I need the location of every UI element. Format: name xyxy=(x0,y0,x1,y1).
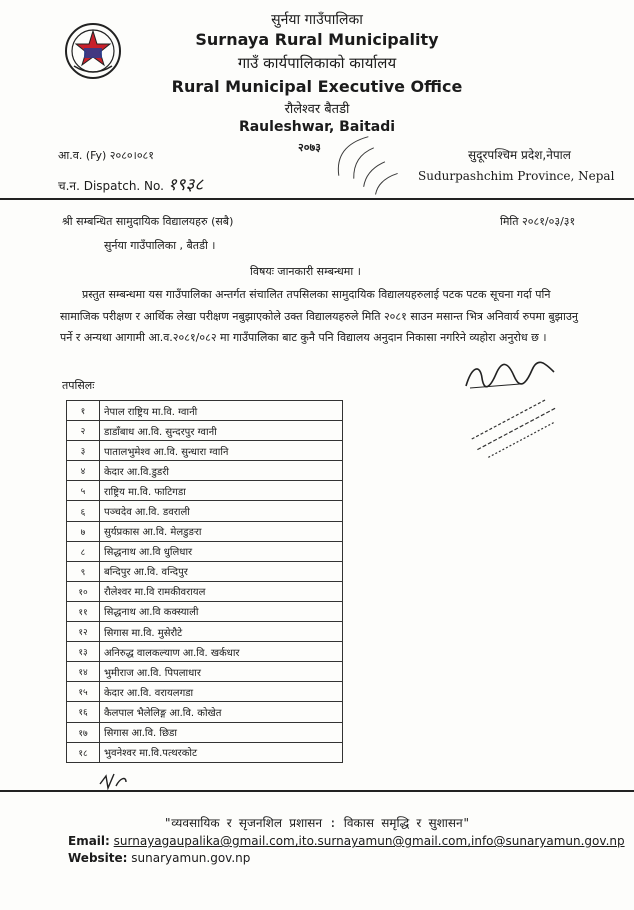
school-serial: ७ xyxy=(67,521,100,541)
table-row xyxy=(67,541,343,561)
table-row xyxy=(67,421,343,441)
school-name: राष्ट्रिय मा.वि. फाटिगडा xyxy=(100,481,343,501)
location-en: Rauleshwar, Baitadi xyxy=(238,119,396,135)
school-serial: ३ xyxy=(67,441,100,461)
fiscal-year-label: आ.व. (Fy) xyxy=(58,149,107,162)
fiscal-year-value: २०८०।०८१ xyxy=(109,149,154,162)
school-serial: ६ xyxy=(67,501,100,521)
dispatch-value: १९३८ xyxy=(167,175,204,195)
table-row xyxy=(67,441,343,461)
municipality-name-np: सुर्नया गाउँपालिका xyxy=(271,12,363,28)
province-np: सुदूरपश्चिम प्रदेश,नेपाल xyxy=(468,148,571,162)
table-row xyxy=(67,481,343,501)
school-serial: १५ xyxy=(67,682,100,702)
school-name: अनिरुद्ध वालकल्याण आ.वि. खर्कधार xyxy=(100,642,343,662)
school-serial: ५ xyxy=(67,481,100,501)
table-row xyxy=(67,601,343,621)
table-row xyxy=(67,642,343,662)
letter-subject: विषयः जानकारी सम्बन्धमा । xyxy=(250,265,361,278)
email-links[interactable]: surnayagaupalika@gmail.com,ito.surnayamun@gmail.com,info@sunaryamun.gov.np xyxy=(113,834,625,848)
school-name: सिद्धनाथ आ.वि कक्स्याली xyxy=(100,601,343,621)
letter-body: प्रस्तुत सम्बन्धमा यस गाउँपालिका अन्तर्गत संचालित तपसिलका सामुदायिक विद्यालयहरुलाई पटक पटक सूचना गर्दा पनि सामाजिक परीक्षण र आर्थिक लेखा परीक्षण नबुझाएकोले उक्त विद्यालयहरुले मिति २०८१ साउन मसान्त भित्र अनिवार्य रुपमा बुझाउनु पर्ने र अन्यथा आगामी आ.व.२०८१/०८२ मा गाउँपालिका बाट कुनै पनि विद्यालय अनुदान निकासा नगरिने व्यहोरा अनुरोध छ । xyxy=(60,288,578,344)
table-row xyxy=(67,581,343,601)
school-name: पञ्चदेव आ.वि. डवराली xyxy=(100,501,343,521)
province-en: Sudurpashchim Province, Nepal xyxy=(418,169,615,183)
dispatch-label: च.न. Dispatch. No. xyxy=(58,179,164,193)
header-divider xyxy=(0,198,634,200)
school-name: केदार आ.वि.डुडरी xyxy=(100,461,343,481)
school-name: सुर्यप्रकास आ.वि. मेलडुङरा xyxy=(100,521,343,541)
school-serial: १२ xyxy=(67,622,100,642)
school-name: पातालभुमेश्व आ.वि. सुन्धारा ग्वानि xyxy=(100,441,343,461)
school-serial: ८ xyxy=(67,541,100,561)
office-name-en: Rural Municipal Executive Office xyxy=(171,77,463,96)
footer-email xyxy=(68,834,625,848)
website-link[interactable]: sunaryamun.gov.np xyxy=(131,851,251,865)
school-serial: १४ xyxy=(67,662,100,682)
footer-slogan: "व्यवसायिक र सृजनशिल प्रशासन : विकास समृद्धि र सुशासन" xyxy=(164,816,470,830)
school-name: नेपाल राष्ट्रिय मा.वि. ग्वानी xyxy=(100,401,343,421)
school-serial: १३ xyxy=(67,642,100,662)
footer-website xyxy=(68,851,250,865)
school-name: सिगास आ.वि. छिडा xyxy=(100,722,343,742)
school-name: रौलेश्वर मा.वि रामकीवरायल xyxy=(100,581,343,601)
email-label: Email: xyxy=(68,834,110,848)
recipient-line-1: श्री सम्बन्धित सामुदायिक विद्यालयहरु (सबै) xyxy=(62,215,234,228)
school-serial: ११ xyxy=(67,601,100,621)
school-name: सिगास मा.वि. मुसेरौटे xyxy=(100,622,343,642)
fiscal-year xyxy=(58,148,154,163)
table-row xyxy=(67,622,343,642)
table-row xyxy=(67,662,343,682)
table-row xyxy=(67,501,343,521)
school-name: डाडाँबाध आ.वि. सुन्दरपुर ग्वानी xyxy=(100,421,343,441)
footer-divider xyxy=(0,790,634,792)
school-name: केदार आ.वि. वरायलगडा xyxy=(100,682,343,702)
school-name: भुमीराज आ.वि. पिपलाधार xyxy=(100,662,343,682)
letter-date: मिति २०८१/०३/३१ xyxy=(500,215,576,228)
table-row xyxy=(67,521,343,541)
school-serial: १८ xyxy=(67,742,100,762)
established-year: २०७३ xyxy=(298,141,321,154)
table-row xyxy=(67,461,343,481)
school-serial: ४ xyxy=(67,461,100,481)
table-row xyxy=(67,401,343,421)
dispatch-number xyxy=(58,172,203,195)
school-serial: २ xyxy=(67,421,100,441)
school-serial: १० xyxy=(67,581,100,601)
school-name: बन्दिपुर आ.वि. वन्दिपुर xyxy=(100,561,343,581)
table-row xyxy=(67,722,343,742)
school-serial: १ xyxy=(67,401,100,421)
location-np: रौलेश्वर बैतडी xyxy=(284,102,350,117)
school-name: भुवनेश्वर मा.वि.पत्थरकोट xyxy=(100,742,343,762)
table-row xyxy=(67,742,343,762)
table-row xyxy=(67,682,343,702)
website-label: Website: xyxy=(68,851,128,865)
table-row xyxy=(67,561,343,581)
school-name: सिद्धनाथ आ.वि धुलिधार xyxy=(100,541,343,561)
schools-table xyxy=(66,400,343,763)
school-serial: १७ xyxy=(67,722,100,742)
list-label: तपसिलः xyxy=(62,379,95,392)
school-serial: ९ xyxy=(67,561,100,581)
municipality-name-en: Surnaya Rural Municipality xyxy=(195,30,439,49)
school-serial: १६ xyxy=(67,702,100,722)
school-name: कैलपाल भैलेलिङ्ग आ.वि. कोखेत xyxy=(100,702,343,722)
recipient-line-2: सुर्नया गाउँपालिका , बैतडी । xyxy=(104,239,216,252)
table-row xyxy=(67,702,343,722)
designation-stamp xyxy=(462,380,562,462)
office-name-np: गाउँ कार्यपालिकाको कार्यालय xyxy=(237,54,397,72)
office-stamp xyxy=(330,128,420,208)
